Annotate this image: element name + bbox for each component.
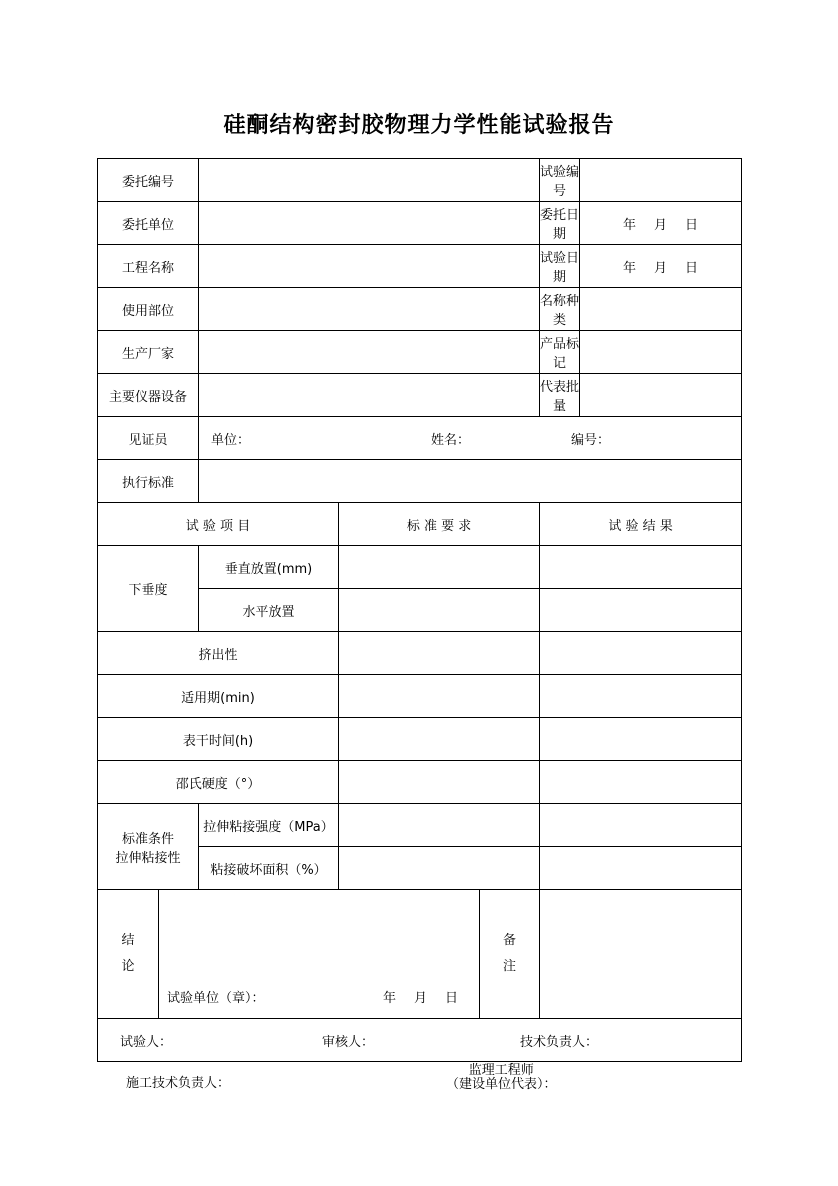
header-standard-requirement: 标 准 要 求 (339, 503, 540, 546)
commission-no-label: 委托编号 (98, 159, 199, 202)
name-type-label: 名称种类 (540, 288, 580, 331)
remark-field[interactable] (540, 890, 742, 1019)
day-label: 日 (685, 217, 699, 233)
sag-vertical-result[interactable] (540, 546, 742, 589)
witness-field[interactable] (199, 417, 742, 460)
commission-no-field[interactable] (199, 159, 540, 202)
sag-vertical-standard[interactable] (339, 546, 540, 589)
pot-life-result[interactable] (540, 675, 742, 718)
tensile-group-line1: 标准条件 (122, 831, 175, 847)
reviewer-label: 审核人： (322, 1034, 375, 1050)
conclusion-footer (167, 987, 467, 1006)
product-mark-label: 产品标记 (540, 331, 580, 374)
year-label: 年 (623, 260, 637, 276)
tensile-strength-standard[interactable] (339, 804, 540, 847)
tensile-strength-result[interactable] (540, 804, 742, 847)
extrudability-result[interactable] (540, 632, 742, 675)
usage-location-label: 使用部位 (98, 288, 199, 331)
month-label: 月 (413, 991, 427, 1006)
conclusion-field[interactable] (159, 890, 480, 1019)
tech-lead-label: 技术负责人： (520, 1034, 599, 1050)
extrudability-standard[interactable] (339, 632, 540, 675)
failure-area-label: 粘接破坏面积（%） (199, 847, 339, 890)
supervisor-label (446, 1064, 557, 1092)
sag-horizontal-label: 水平放置 (199, 589, 339, 632)
sag-horizontal-standard[interactable] (339, 589, 540, 632)
witness-label: 见证员 (98, 417, 199, 460)
product-mark-field[interactable] (580, 331, 742, 374)
name-type-field[interactable] (580, 288, 742, 331)
commission-unit-field[interactable] (199, 202, 540, 245)
signature-row (98, 1019, 742, 1062)
month-label: 月 (654, 217, 668, 233)
batch-label: 代表批量 (540, 374, 580, 417)
supervisor-line1: 监理工程师 (468, 1063, 534, 1078)
header-test-result: 试 验 结 果 (540, 503, 742, 546)
conclusion-label (98, 890, 159, 1019)
year-label: 年 (623, 217, 637, 233)
tack-free-standard[interactable] (339, 718, 540, 761)
remark-label-1: 备 (503, 933, 517, 948)
witness-unit-label: 单位： (211, 432, 251, 448)
commission-date-field[interactable] (580, 202, 742, 245)
hardness-standard[interactable] (339, 761, 540, 804)
failure-area-standard[interactable] (339, 847, 540, 890)
month-label: 月 (654, 260, 668, 276)
equipment-label: 主要仪器设备 (98, 374, 199, 417)
remark-label-2: 注 (503, 959, 517, 974)
report-title: 硅酮结构密封胶物理力学性能试验报告 (223, 113, 615, 138)
commission-unit-label: 委托单位 (98, 202, 199, 245)
extrudability-label: 挤出性 (98, 632, 339, 675)
conclusion-label-1: 结 (121, 933, 135, 948)
conclusion-date (374, 987, 467, 1006)
sag-horizontal-result[interactable] (540, 589, 742, 632)
batch-field[interactable] (580, 374, 742, 417)
tensile-strength-label: 拉伸粘接强度（MPa） (199, 804, 339, 847)
hardness-label: 邵氏硬度（°） (98, 761, 339, 804)
standard-field[interactable] (199, 460, 742, 503)
pot-life-standard[interactable] (339, 675, 540, 718)
test-date-label: 试验日期 (540, 245, 580, 288)
test-no-label: 试验编号 (540, 159, 580, 202)
project-name-label: 工程名称 (98, 245, 199, 288)
tack-free-label: 表干时间(h) (98, 718, 339, 761)
report-table (97, 158, 742, 1062)
hardness-result[interactable] (540, 761, 742, 804)
failure-area-result[interactable] (540, 847, 742, 890)
test-unit-seal-label: 试验单位（章）： (167, 991, 265, 1006)
test-date-field[interactable] (580, 245, 742, 288)
test-no-field[interactable] (580, 159, 742, 202)
tester-label: 试验人： (120, 1034, 173, 1050)
equipment-field[interactable] (199, 374, 540, 417)
day-label: 日 (444, 991, 458, 1006)
pot-life-label: 适用期(min) (98, 675, 339, 718)
remark-label (480, 890, 540, 1019)
construction-lead-label: 施工技术负责人： (126, 1076, 231, 1091)
conclusion-label-2: 论 (121, 959, 135, 974)
tensile-group-label (98, 804, 199, 890)
project-name-field[interactable] (199, 245, 540, 288)
witness-no-label: 编号： (571, 432, 611, 448)
day-label: 日 (685, 260, 699, 276)
supervisor-line2: （建设单位代表）： (446, 1077, 557, 1092)
manufacturer-label: 生产厂家 (98, 331, 199, 374)
tack-free-result[interactable] (540, 718, 742, 761)
year-label: 年 (382, 991, 396, 1006)
sag-vertical-label: 垂直放置(mm) (199, 546, 339, 589)
standard-label: 执行标准 (98, 460, 199, 503)
commission-date-label: 委托日期 (540, 202, 580, 245)
witness-name-label: 姓名： (431, 432, 471, 448)
sag-label: 下垂度 (98, 546, 199, 632)
manufacturer-field[interactable] (199, 331, 540, 374)
header-test-item: 试 验 项 目 (98, 503, 339, 546)
usage-location-field[interactable] (199, 288, 540, 331)
tensile-group-line2: 拉伸粘接性 (115, 850, 181, 866)
